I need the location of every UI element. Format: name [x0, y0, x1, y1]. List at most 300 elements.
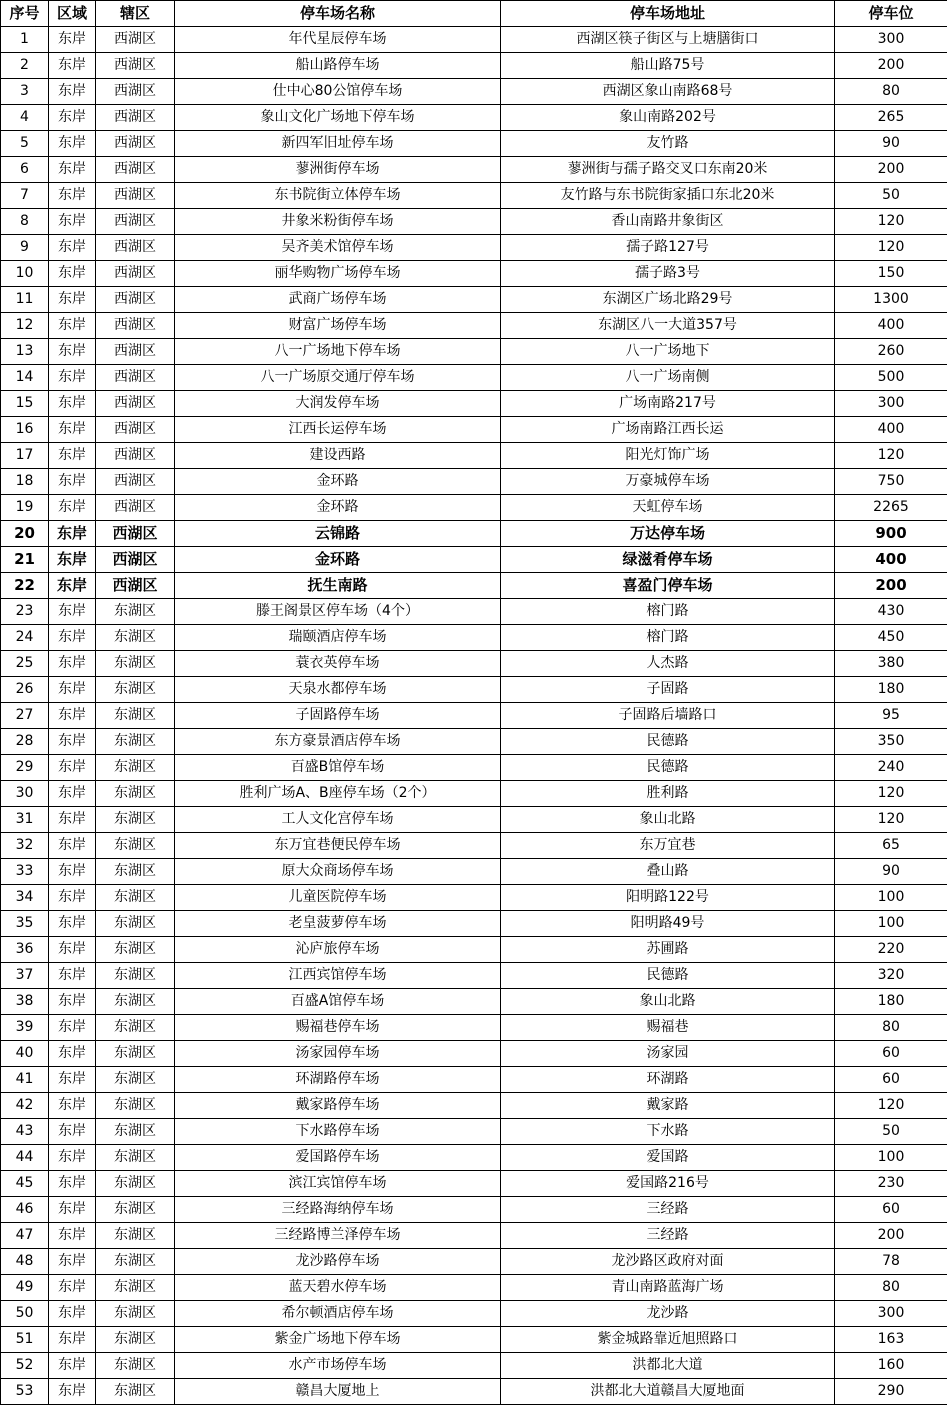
- cell-district: 西湖区: [96, 235, 175, 261]
- cell-parking-address: 万达停车场: [501, 521, 835, 547]
- header-district: 辖区: [96, 1, 175, 27]
- cell-district: 西湖区: [96, 53, 175, 79]
- cell-district: 西湖区: [96, 495, 175, 521]
- cell-area: 东岸: [49, 1119, 96, 1145]
- table-row: [1, 521, 947, 547]
- cell-parking-spaces: 260: [835, 339, 947, 365]
- cell-parking-spaces: 60: [835, 1041, 947, 1067]
- cell-parking-spaces: 300: [835, 27, 947, 53]
- cell-parking-name: 三经路博兰泽停车场: [175, 1223, 501, 1249]
- cell-serial-number: 49: [1, 1275, 49, 1301]
- cell-district: 东湖区: [96, 1041, 175, 1067]
- cell-parking-name: 戴家路停车场: [175, 1093, 501, 1119]
- cell-area: 东岸: [49, 1197, 96, 1223]
- cell-parking-address: 环湖路: [501, 1067, 835, 1093]
- cell-serial-number: 37: [1, 963, 49, 989]
- table-row: [1, 365, 947, 391]
- cell-district: 东湖区: [96, 1067, 175, 1093]
- cell-parking-name: 蓝天碧水停车场: [175, 1275, 501, 1301]
- cell-parking-spaces: 90: [835, 131, 947, 157]
- cell-serial-number: 45: [1, 1171, 49, 1197]
- cell-parking-name: 八一广场地下停车场: [175, 339, 501, 365]
- cell-serial-number: 22: [1, 573, 49, 599]
- cell-parking-address: 阳明路49号: [501, 911, 835, 937]
- cell-parking-address: 东湖区广场北路29号: [501, 287, 835, 313]
- cell-serial-number: 4: [1, 105, 49, 131]
- cell-parking-address: 蓼洲街与孺子路交叉口东南20米: [501, 157, 835, 183]
- cell-parking-address: 友竹路: [501, 131, 835, 157]
- cell-serial-number: 39: [1, 1015, 49, 1041]
- cell-parking-spaces: 120: [835, 1093, 947, 1119]
- cell-area: 东岸: [49, 391, 96, 417]
- cell-district: 东湖区: [96, 1119, 175, 1145]
- cell-parking-address: 民德路: [501, 755, 835, 781]
- cell-district: 东湖区: [96, 781, 175, 807]
- cell-district: 东湖区: [96, 1353, 175, 1379]
- cell-district: 东湖区: [96, 807, 175, 833]
- cell-parking-address: 紫金城路靠近旭照路口: [501, 1327, 835, 1353]
- cell-area: 东岸: [49, 417, 96, 443]
- cell-area: 东岸: [49, 781, 96, 807]
- cell-parking-name: 滕王阁景区停车场（4个）: [175, 599, 501, 625]
- cell-district: 东湖区: [96, 1093, 175, 1119]
- cell-parking-name: 云锦路: [175, 521, 501, 547]
- cell-parking-spaces: 80: [835, 1015, 947, 1041]
- cell-serial-number: 53: [1, 1379, 49, 1405]
- cell-area: 东岸: [49, 1015, 96, 1041]
- cell-district: 东湖区: [96, 1171, 175, 1197]
- cell-parking-address: 西湖区象山南路68号: [501, 79, 835, 105]
- cell-parking-spaces: 380: [835, 651, 947, 677]
- cell-parking-spaces: 50: [835, 1119, 947, 1145]
- table-row: [1, 261, 947, 287]
- cell-area: 东岸: [49, 365, 96, 391]
- table-row: [1, 703, 947, 729]
- table-row: [1, 1249, 947, 1275]
- cell-area: 东岸: [49, 1041, 96, 1067]
- cell-parking-address: 榕门路: [501, 599, 835, 625]
- cell-serial-number: 50: [1, 1301, 49, 1327]
- cell-parking-address: 西湖区筷子街区与上塘膳街口: [501, 27, 835, 53]
- cell-parking-name: 胜利广场A、B座停车场（2个）: [175, 781, 501, 807]
- cell-parking-name: 仕中心80公馆停车场: [175, 79, 501, 105]
- cell-area: 东岸: [49, 989, 96, 1015]
- cell-district: 东湖区: [96, 599, 175, 625]
- cell-parking-address: 民德路: [501, 729, 835, 755]
- table-row: [1, 989, 947, 1015]
- cell-parking-name: 吴齐美术馆停车场: [175, 235, 501, 261]
- cell-parking-address: 苏圃路: [501, 937, 835, 963]
- cell-serial-number: 48: [1, 1249, 49, 1275]
- cell-serial-number: 52: [1, 1353, 49, 1379]
- cell-parking-spaces: 60: [835, 1067, 947, 1093]
- cell-parking-spaces: 400: [835, 547, 947, 573]
- cell-parking-spaces: 220: [835, 937, 947, 963]
- cell-parking-address: 孺子路3号: [501, 261, 835, 287]
- cell-parking-spaces: 80: [835, 1275, 947, 1301]
- cell-serial-number: 27: [1, 703, 49, 729]
- table-row: [1, 1145, 947, 1171]
- cell-serial-number: 8: [1, 209, 49, 235]
- table-row: [1, 183, 947, 209]
- cell-serial-number: 9: [1, 235, 49, 261]
- table-row: [1, 1223, 947, 1249]
- cell-district: 西湖区: [96, 521, 175, 547]
- cell-parking-spaces: 200: [835, 157, 947, 183]
- cell-district: 西湖区: [96, 573, 175, 599]
- cell-parking-address: 叠山路: [501, 859, 835, 885]
- cell-parking-address: 喜盈门停车场: [501, 573, 835, 599]
- cell-district: 西湖区: [96, 261, 175, 287]
- cell-parking-name: 滨江宾馆停车场: [175, 1171, 501, 1197]
- cell-serial-number: 31: [1, 807, 49, 833]
- cell-area: 东岸: [49, 625, 96, 651]
- cell-district: 西湖区: [96, 391, 175, 417]
- cell-parking-spaces: 300: [835, 391, 947, 417]
- cell-area: 东岸: [49, 729, 96, 755]
- cell-serial-number: 46: [1, 1197, 49, 1223]
- cell-area: 东岸: [49, 1067, 96, 1093]
- cell-parking-address: 友竹路与东书院街家插口东北20米: [501, 183, 835, 209]
- table-row: [1, 1275, 947, 1301]
- cell-area: 东岸: [49, 911, 96, 937]
- cell-area: 东岸: [49, 1327, 96, 1353]
- table-row: [1, 833, 947, 859]
- cell-parking-spaces: 80: [835, 79, 947, 105]
- cell-parking-name: 井象米粉街停车场: [175, 209, 501, 235]
- table-row: [1, 313, 947, 339]
- table-body: [1, 27, 947, 1405]
- cell-serial-number: 15: [1, 391, 49, 417]
- cell-parking-name: 赐福巷停车场: [175, 1015, 501, 1041]
- cell-area: 东岸: [49, 157, 96, 183]
- cell-parking-name: 赣昌大厦地上: [175, 1379, 501, 1405]
- cell-area: 东岸: [49, 209, 96, 235]
- cell-area: 东岸: [49, 79, 96, 105]
- cell-parking-name: 年代星辰停车场: [175, 27, 501, 53]
- cell-parking-address: 下水路: [501, 1119, 835, 1145]
- cell-parking-name: 金环路: [175, 469, 501, 495]
- table-row: [1, 781, 947, 807]
- cell-parking-name: 沁庐旅停车场: [175, 937, 501, 963]
- cell-parking-name: 瑞颐酒店停车场: [175, 625, 501, 651]
- table-row: [1, 417, 947, 443]
- cell-serial-number: 7: [1, 183, 49, 209]
- table-row: [1, 495, 947, 521]
- cell-parking-address: 人杰路: [501, 651, 835, 677]
- cell-parking-name: 三经路海纳停车场: [175, 1197, 501, 1223]
- table-row: [1, 911, 947, 937]
- cell-district: 东湖区: [96, 1145, 175, 1171]
- table-row: [1, 807, 947, 833]
- cell-serial-number: 30: [1, 781, 49, 807]
- cell-district: 东湖区: [96, 937, 175, 963]
- cell-parking-spaces: 900: [835, 521, 947, 547]
- cell-parking-address: 香山南路井象街区: [501, 209, 835, 235]
- cell-serial-number: 19: [1, 495, 49, 521]
- cell-parking-name: 象山文化广场地下停车场: [175, 105, 501, 131]
- cell-parking-spaces: 400: [835, 417, 947, 443]
- cell-parking-address: 象山南路202号: [501, 105, 835, 131]
- table-row: [1, 599, 947, 625]
- table-row: [1, 287, 947, 313]
- cell-district: 西湖区: [96, 287, 175, 313]
- table-row: [1, 729, 947, 755]
- cell-area: 东岸: [49, 1171, 96, 1197]
- cell-district: 西湖区: [96, 183, 175, 209]
- cell-district: 东湖区: [96, 703, 175, 729]
- cell-area: 东岸: [49, 131, 96, 157]
- cell-parking-spaces: 163: [835, 1327, 947, 1353]
- cell-parking-address: 洪都北大道赣昌大厦地面: [501, 1379, 835, 1405]
- cell-parking-name: 工人文化宫停车场: [175, 807, 501, 833]
- cell-serial-number: 29: [1, 755, 49, 781]
- cell-parking-address: 汤家园: [501, 1041, 835, 1067]
- cell-parking-name: 希尔顿酒店停车场: [175, 1301, 501, 1327]
- table-row: [1, 209, 947, 235]
- cell-parking-spaces: 65: [835, 833, 947, 859]
- cell-parking-spaces: 60: [835, 1197, 947, 1223]
- cell-serial-number: 34: [1, 885, 49, 911]
- cell-district: 东湖区: [96, 989, 175, 1015]
- table-row: [1, 885, 947, 911]
- cell-area: 东岸: [49, 1093, 96, 1119]
- cell-district: 西湖区: [96, 365, 175, 391]
- table-row: [1, 1015, 947, 1041]
- cell-area: 东岸: [49, 287, 96, 313]
- cell-parking-address: 象山北路: [501, 989, 835, 1015]
- cell-serial-number: 10: [1, 261, 49, 287]
- cell-parking-address: 绿滋肴停车场: [501, 547, 835, 573]
- cell-parking-spaces: 180: [835, 989, 947, 1015]
- table-row: [1, 963, 947, 989]
- table-row: [1, 1041, 947, 1067]
- cell-parking-spaces: 240: [835, 755, 947, 781]
- cell-district: 东湖区: [96, 625, 175, 651]
- cell-parking-name: 水产市场停车场: [175, 1353, 501, 1379]
- table-row: [1, 443, 947, 469]
- cell-district: 西湖区: [96, 339, 175, 365]
- cell-serial-number: 40: [1, 1041, 49, 1067]
- cell-parking-spaces: 320: [835, 963, 947, 989]
- cell-serial-number: 51: [1, 1327, 49, 1353]
- cell-parking-name: 东书院街立体停车场: [175, 183, 501, 209]
- cell-area: 东岸: [49, 833, 96, 859]
- cell-serial-number: 20: [1, 521, 49, 547]
- cell-parking-spaces: 200: [835, 573, 947, 599]
- cell-parking-spaces: 290: [835, 1379, 947, 1405]
- cell-parking-name: 大润发停车场: [175, 391, 501, 417]
- table-row: [1, 1171, 947, 1197]
- cell-district: 东湖区: [96, 1275, 175, 1301]
- cell-parking-name: 天泉水都停车场: [175, 677, 501, 703]
- cell-area: 东岸: [49, 807, 96, 833]
- cell-area: 东岸: [49, 521, 96, 547]
- table-row: [1, 1067, 947, 1093]
- cell-parking-name: 子固路停车场: [175, 703, 501, 729]
- cell-serial-number: 18: [1, 469, 49, 495]
- cell-serial-number: 35: [1, 911, 49, 937]
- cell-serial-number: 32: [1, 833, 49, 859]
- cell-parking-name: 金环路: [175, 547, 501, 573]
- cell-parking-name: 东方豪景酒店停车场: [175, 729, 501, 755]
- cell-parking-address: 龙沙路区政府对面: [501, 1249, 835, 1275]
- cell-parking-address: 天虹停车场: [501, 495, 835, 521]
- cell-parking-address: 阳光灯饰广场: [501, 443, 835, 469]
- cell-parking-spaces: 300: [835, 1301, 947, 1327]
- table-row: [1, 339, 947, 365]
- cell-district: 西湖区: [96, 547, 175, 573]
- cell-parking-name: 儿童医院停车场: [175, 885, 501, 911]
- table-row: [1, 1353, 947, 1379]
- cell-parking-spaces: 150: [835, 261, 947, 287]
- cell-area: 东岸: [49, 53, 96, 79]
- cell-area: 东岸: [49, 1145, 96, 1171]
- cell-district: 东湖区: [96, 1223, 175, 1249]
- cell-serial-number: 6: [1, 157, 49, 183]
- cell-parking-name: 东万宜巷便民停车场: [175, 833, 501, 859]
- cell-serial-number: 21: [1, 547, 49, 573]
- cell-parking-spaces: 400: [835, 313, 947, 339]
- cell-district: 西湖区: [96, 157, 175, 183]
- cell-area: 东岸: [49, 443, 96, 469]
- cell-district: 东湖区: [96, 885, 175, 911]
- cell-district: 东湖区: [96, 677, 175, 703]
- cell-district: 西湖区: [96, 313, 175, 339]
- table-row: [1, 651, 947, 677]
- cell-parking-spaces: 2265: [835, 495, 947, 521]
- cell-district: 东湖区: [96, 755, 175, 781]
- cell-area: 东岸: [49, 235, 96, 261]
- cell-district: 西湖区: [96, 443, 175, 469]
- cell-parking-name: 蓼洲街停车场: [175, 157, 501, 183]
- cell-parking-name: 汤家园停车场: [175, 1041, 501, 1067]
- cell-parking-name: 下水路停车场: [175, 1119, 501, 1145]
- cell-parking-address: 洪都北大道: [501, 1353, 835, 1379]
- cell-parking-spaces: 120: [835, 209, 947, 235]
- cell-parking-name: 江西宾馆停车场: [175, 963, 501, 989]
- cell-area: 东岸: [49, 573, 96, 599]
- cell-parking-address: 八一广场地下: [501, 339, 835, 365]
- cell-area: 东岸: [49, 547, 96, 573]
- cell-parking-spaces: 450: [835, 625, 947, 651]
- table-row: [1, 573, 947, 599]
- table-row: [1, 1327, 947, 1353]
- cell-parking-address: 子固路: [501, 677, 835, 703]
- table-row: [1, 1301, 947, 1327]
- header-serial-number: 序号: [1, 1, 49, 27]
- cell-district: 西湖区: [96, 79, 175, 105]
- cell-district: 东湖区: [96, 833, 175, 859]
- cell-area: 东岸: [49, 677, 96, 703]
- cell-serial-number: 41: [1, 1067, 49, 1093]
- table-row: [1, 157, 947, 183]
- cell-parking-spaces: 750: [835, 469, 947, 495]
- cell-parking-name: 船山路停车场: [175, 53, 501, 79]
- cell-district: 东湖区: [96, 729, 175, 755]
- cell-parking-name: 百盛A馆停车场: [175, 989, 501, 1015]
- table-row: [1, 235, 947, 261]
- cell-parking-spaces: 120: [835, 443, 947, 469]
- cell-parking-name: 环湖路停车场: [175, 1067, 501, 1093]
- cell-parking-spaces: 500: [835, 365, 947, 391]
- table-header: [1, 1, 947, 27]
- cell-parking-name: 原大众商场停车场: [175, 859, 501, 885]
- cell-parking-spaces: 200: [835, 1223, 947, 1249]
- table-row: [1, 859, 947, 885]
- cell-parking-spaces: 180: [835, 677, 947, 703]
- cell-parking-spaces: 430: [835, 599, 947, 625]
- cell-parking-address: 八一广场南侧: [501, 365, 835, 391]
- cell-parking-name: 老皇菠萝停车场: [175, 911, 501, 937]
- cell-area: 东岸: [49, 27, 96, 53]
- cell-area: 东岸: [49, 755, 96, 781]
- cell-area: 东岸: [49, 937, 96, 963]
- cell-area: 东岸: [49, 885, 96, 911]
- cell-parking-address: 孺子路127号: [501, 235, 835, 261]
- cell-area: 东岸: [49, 313, 96, 339]
- cell-serial-number: 14: [1, 365, 49, 391]
- cell-parking-address: 榕门路: [501, 625, 835, 651]
- table-row: [1, 755, 947, 781]
- cell-parking-spaces: 200: [835, 53, 947, 79]
- cell-district: 西湖区: [96, 417, 175, 443]
- cell-serial-number: 43: [1, 1119, 49, 1145]
- cell-district: 西湖区: [96, 105, 175, 131]
- cell-parking-address: 民德路: [501, 963, 835, 989]
- cell-serial-number: 47: [1, 1223, 49, 1249]
- header-row: [1, 1, 947, 27]
- cell-serial-number: 11: [1, 287, 49, 313]
- table-row: [1, 1093, 947, 1119]
- cell-area: 东岸: [49, 703, 96, 729]
- cell-area: 东岸: [49, 1379, 96, 1405]
- cell-area: 东岸: [49, 963, 96, 989]
- cell-area: 东岸: [49, 651, 96, 677]
- cell-parking-spaces: 230: [835, 1171, 947, 1197]
- cell-district: 东湖区: [96, 963, 175, 989]
- cell-parking-spaces: 350: [835, 729, 947, 755]
- cell-parking-spaces: 265: [835, 105, 947, 131]
- cell-district: 东湖区: [96, 1301, 175, 1327]
- cell-parking-spaces: 100: [835, 911, 947, 937]
- cell-area: 东岸: [49, 1301, 96, 1327]
- cell-parking-name: 江西长运停车场: [175, 417, 501, 443]
- cell-district: 东湖区: [96, 1379, 175, 1405]
- cell-district: 东湖区: [96, 1249, 175, 1275]
- cell-parking-address: 广场南路江西长运: [501, 417, 835, 443]
- cell-parking-spaces: 90: [835, 859, 947, 885]
- cell-area: 东岸: [49, 495, 96, 521]
- cell-parking-name: 爱国路停车场: [175, 1145, 501, 1171]
- cell-parking-name: 武商广场停车场: [175, 287, 501, 313]
- cell-district: 西湖区: [96, 27, 175, 53]
- cell-district: 东湖区: [96, 911, 175, 937]
- cell-serial-number: 17: [1, 443, 49, 469]
- cell-serial-number: 42: [1, 1093, 49, 1119]
- table-row: [1, 937, 947, 963]
- cell-area: 东岸: [49, 1353, 96, 1379]
- cell-district: 东湖区: [96, 651, 175, 677]
- cell-parking-address: 广场南路217号: [501, 391, 835, 417]
- cell-parking-address: 三经路: [501, 1223, 835, 1249]
- cell-serial-number: 23: [1, 599, 49, 625]
- cell-parking-address: 万豪城停车场: [501, 469, 835, 495]
- cell-parking-address: 爱国路216号: [501, 1171, 835, 1197]
- cell-area: 东岸: [49, 469, 96, 495]
- table-row: [1, 27, 947, 53]
- cell-parking-address: 爱国路: [501, 1145, 835, 1171]
